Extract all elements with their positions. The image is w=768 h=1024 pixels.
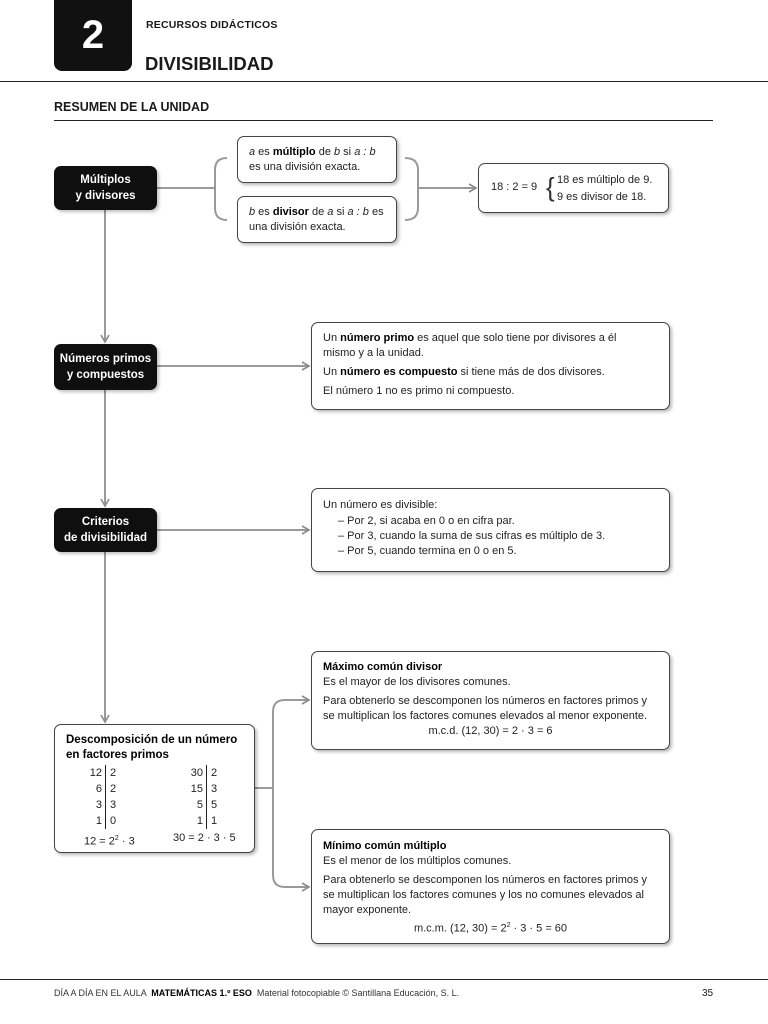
table-row [82,797,130,813]
cell: 5 [183,797,207,813]
text: 12 = 2 [84,835,115,848]
table-row [82,781,130,797]
mcm-line1: Es el menor de los múltiplos comunes. [323,855,512,867]
mcm-line4: mayor exponente. [323,904,412,916]
cell: 2 [110,783,117,795]
cell: 1 [211,815,218,827]
cell: 2 [110,767,117,779]
divisor-definition-box [237,196,397,243]
mcd-line1: Es el mayor de los divisores comunes. [323,676,511,688]
example-line1: 18 es múltiplo de 9. [557,174,653,186]
criteria-item: – Por 5, cuando termina en 0 o en 5. [338,545,517,557]
cell: 2 [211,767,218,779]
mcm-formula [323,918,658,937]
term-divisor: divisor [272,206,309,218]
table-row [183,813,231,829]
text: si [340,146,355,158]
mcd-line3: se multiplican los factores comunes elevados al menor exponente. [323,710,648,722]
text: Material fotocopiable © Santillana Educación, S. L. [251,988,460,998]
example-box [478,163,669,213]
text: · 3 · 5 = 60 [510,922,568,935]
table-row [82,813,130,829]
multiples-bracket-left [157,158,227,220]
var-b: b [334,146,341,158]
mcm-title: Mínimo común múltiplo [323,840,447,852]
text: Un [323,332,341,344]
header-kicker: RECURSOS DIDÁCTICOS [146,19,278,31]
multiple-definition-line2: es una división exacta. [249,161,361,173]
multiples-bracket-right [405,158,418,220]
factor-table-30 [183,765,231,829]
text: m.c.m. (12, 30) = 2 [413,922,507,935]
term-prime-number: número primo [340,332,415,344]
concept-criteria-label: Criterios de divisibilidad [63,516,148,544]
example-division: 18 : 2 = 9 [491,181,538,193]
header-rule [0,81,768,82]
criteria-item: – Por 3, cuando la suma de sus cifras es múltiplo de 3. [338,530,606,542]
text: de [308,206,328,218]
cell: 1 [183,813,207,829]
cell: 15 [183,781,207,797]
mcd-title: Máximo común divisor [323,661,443,673]
cell: 12 [82,765,106,781]
var-a: a [249,146,256,158]
table-row [183,797,231,813]
factor-result-12 [84,831,135,850]
exponent: 2 [506,922,511,929]
cell: 1 [82,813,106,829]
text: de [315,146,334,158]
mcm-box [311,829,670,944]
factor-title-line2: en factores primos [66,749,169,761]
cell: 3 [211,783,218,795]
mcd-box [311,651,670,750]
cell: 0 [110,815,117,827]
brace-icon: { [546,172,555,202]
criteria-intro: Un número es divisible: [323,499,438,511]
primes-box [311,322,670,410]
cell: 6 [82,781,106,797]
section-rule [54,120,713,121]
footer-credits [54,988,459,998]
table-row [183,781,231,797]
exponent: 2 [114,835,119,842]
footer-book-title: MATEMÁTICAS 1.º ESO [151,988,252,998]
criteria-box [311,488,670,572]
concept-primes [54,344,157,390]
text: si [333,206,348,218]
criteria-item: – Por 2, si acaba en 0 o en cifra par. [338,515,515,527]
primes-line2: mismo y a la unidad. [323,347,424,359]
text: es [255,206,273,218]
divisor-definition-line2: una división exacta. [249,221,346,233]
var-a: a [327,206,334,218]
chapter-title: DIVISIBILIDAD [145,53,274,74]
concept-multiples-label: Múltiplos y divisores [75,174,136,202]
multiple-definition-box [237,136,397,183]
concept-criteria [54,508,157,552]
footer-rule [0,979,768,980]
concept-multiples [54,166,157,210]
factor-branch [255,700,285,887]
mcm-line3: se multiplican los factores comunes y los no comunes elevados al [323,889,644,901]
var-division: a : b [354,146,376,158]
table-row [82,765,130,781]
text: es [368,206,384,218]
var-b: b [249,206,256,218]
factor-title-line1: Descomposición de un número [66,734,238,746]
mcd-line2: Para obtenerlo se descomponen los números en factores primos y [323,695,648,707]
term-composite-number: número es compuesto [340,366,458,378]
factor-table-12 [82,765,130,829]
primes-note: El número 1 no es primo ni compuesto. [323,385,515,397]
cell: 3 [110,799,117,811]
page-number: 35 [702,988,714,999]
text: DÍA A DÍA EN EL AULA [54,988,152,998]
text: es aquel que solo tiene por divisores a él [414,332,617,344]
concept-primes-label: Números primos y compuestos [59,353,152,381]
mcd-formula: m.c.d. (12, 30) = 2 · 3 = 6 [428,725,553,737]
cell: 5 [211,799,218,811]
mcm-line2: Para obtenerlo se descomponen los números en factores primos y [323,874,648,886]
cell: 3 [82,797,106,813]
text: Un [323,366,341,378]
example-line2: 9 es divisor de 18. [557,191,647,203]
var-division: a : b [347,206,369,218]
text: · 3 [118,835,135,848]
text: es [255,146,273,158]
cell: 30 [183,765,207,781]
factor-decomposition-box [54,724,255,853]
text: si tiene más de dos divisores. [457,366,605,378]
unit-number-tab: 2 [54,0,132,71]
factor-result-30: 30 = 2 · 3 · 5 [173,832,236,844]
table-row [183,765,231,781]
section-title: RESUMEN DE LA UNIDAD [54,100,210,114]
term-multiple: múltiplo [272,146,316,158]
